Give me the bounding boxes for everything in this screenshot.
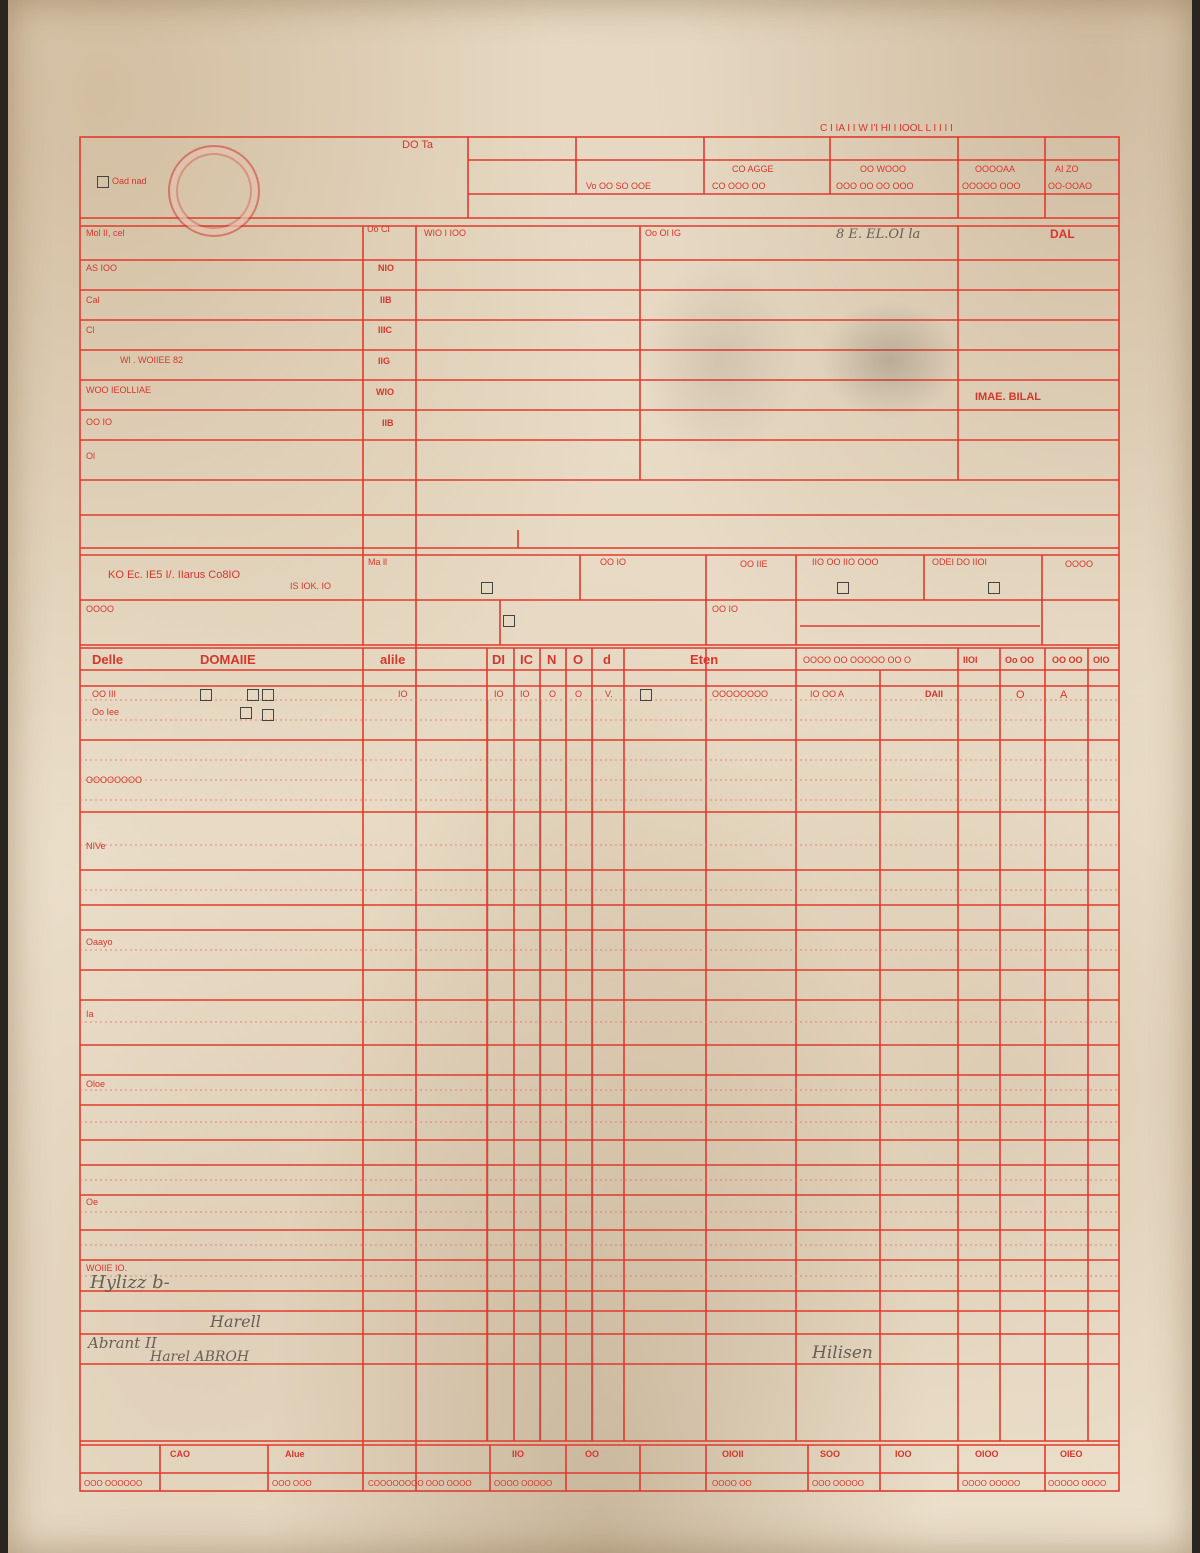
table-row-label: Ia [86, 1009, 94, 1019]
section2-checkbox[interactable] [503, 615, 515, 627]
table-row-label: NIVe [86, 841, 106, 851]
table-cell: OOOOOOOO [712, 689, 769, 699]
section1-right-note: 8 E. EL.OI la [836, 227, 921, 242]
header-col-label: AI ZO [1055, 164, 1079, 174]
table-header: N [547, 652, 557, 667]
header-row3-label: OOO OO OO OOO [836, 181, 914, 191]
section2-col-label: OO IO [600, 557, 627, 567]
table-row-label: WOIIE IO. [86, 1263, 128, 1273]
table-row-label: Oaayo [86, 937, 113, 947]
section2-left-sub: IS IOK. IO [290, 581, 332, 591]
table-cell: IO [520, 689, 530, 699]
section1-label: Cl [86, 325, 95, 335]
section1-code: IIB [382, 418, 394, 428]
header-col-label: OO WOOO [860, 164, 906, 174]
table-header: d [603, 652, 611, 667]
header-row3-label: OO-OOAO [1048, 181, 1093, 191]
section2-col-label: IIO OO IIO OOO [812, 557, 879, 567]
table-cell: O [1016, 689, 1025, 701]
footer-label: IIO [512, 1449, 525, 1459]
section1-label: Wl . WOIIEE 82 [120, 355, 184, 365]
table-header: Eten [690, 652, 719, 667]
signature: Hilisen [812, 1343, 873, 1363]
section1-label: Ol [86, 451, 95, 461]
table-cell: V. [605, 689, 613, 699]
signature: Hylizz b- [90, 1272, 170, 1293]
section1-code: WIO [376, 387, 394, 397]
section1-code: IIG [378, 356, 391, 366]
table-cell: Oo Iee [92, 707, 120, 717]
section1-label: Mol II, cel [86, 228, 125, 238]
footer-bottom-label: OOOO OOOOO [494, 1479, 553, 1488]
footer-bottom-label: OOO OOOOO [812, 1479, 865, 1488]
footer-bottom-label: OOOOO OOOO [1048, 1479, 1107, 1488]
table-header: OIO [1093, 655, 1110, 665]
table-header: IIOl [963, 655, 978, 665]
footer-label: SOO [820, 1449, 841, 1459]
table-header: Oo OO [1005, 655, 1034, 665]
section2-left: KO Ec. IE5 I/. IIarus Co8IO [108, 569, 241, 581]
section2-checkbox[interactable] [481, 582, 493, 594]
footer-bottom-label: OOOO OOOOO [962, 1479, 1021, 1488]
row-checkbox[interactable] [262, 709, 274, 721]
header-col-label: CO AGGE [732, 164, 774, 174]
table-header: IC [520, 652, 533, 667]
header-checkbox-label: Oad nad [112, 176, 147, 186]
signature: Abrant II [88, 1334, 157, 1352]
table-cell: O [575, 689, 583, 699]
section1-label: OO IO [86, 417, 113, 427]
section1-label: AS IOO [86, 263, 118, 273]
footer-label: OIOII [722, 1449, 744, 1459]
section1-code: IIB [380, 295, 392, 305]
footer-bottom-label: OOO OOO [272, 1479, 312, 1488]
header-top-right: C I IA I I W I'I HI I IOOL L I I I I [820, 123, 953, 134]
section1-label: Cal [86, 295, 100, 305]
section2-checkbox[interactable] [988, 582, 1000, 594]
row-checkbox[interactable] [200, 689, 212, 701]
table-cell: A [1060, 689, 1068, 701]
header-checkbox[interactable] [97, 176, 109, 188]
table-header: OOOO OO OOOOO OO O [803, 655, 912, 665]
footer-label: OO [585, 1449, 600, 1459]
header-col-label: OOOOAA [975, 164, 1016, 174]
table-cell: IO OO A [810, 689, 845, 699]
row-checkbox[interactable] [640, 689, 652, 701]
section1-code: Uo Cl [367, 224, 390, 234]
section2-col-label: ODEI DO IIOI [932, 557, 988, 567]
table-header: O [573, 652, 584, 667]
row-checkbox[interactable] [262, 689, 274, 701]
footer-label: IOO [895, 1449, 912, 1459]
table-cell: DAII [925, 689, 943, 699]
header-row3-label: OOOOO OOO [962, 181, 1021, 191]
table-cell: O [549, 689, 557, 699]
header-row3-label: CO OOO OO [712, 181, 766, 191]
ink-smudge [640, 260, 800, 460]
table-header: DI [492, 652, 505, 667]
seal-stamp [168, 145, 260, 237]
section1-code: NIO [378, 263, 395, 273]
table-header: alile [380, 652, 406, 667]
section2-col-label: Ma ll [368, 557, 388, 567]
section1-right-header: Oo OI IG [645, 228, 682, 238]
table-row-label: Oe [86, 1197, 99, 1207]
footer-bottom-label: OOO OOOOOO [84, 1479, 143, 1488]
section1-code: IIIC [378, 325, 393, 335]
table-header: DOMAIIE [200, 652, 256, 667]
footer-label: CAO [170, 1449, 190, 1459]
table-row-label: OOOOOOOO [86, 775, 143, 785]
section2-checkbox[interactable] [837, 582, 849, 594]
section2-small-note: OO IO [712, 604, 739, 614]
table-cell: OO III [92, 689, 117, 699]
table-cell: IO [398, 689, 408, 699]
ink-smudge [820, 300, 960, 420]
table-row-label: Oloe [86, 1079, 106, 1089]
table-header: Delle [92, 652, 124, 667]
section1-far-right-header: DAL [1050, 227, 1075, 241]
section2-col-label: OOOO [1065, 559, 1094, 569]
section1-label: WOO IEOLLIAE [86, 385, 152, 395]
signature: Harel ABROH [150, 1349, 250, 1365]
footer-bottom-label: COOOOOOOO OOO OOOO [368, 1479, 472, 1488]
section2-col-label: OOOO [86, 604, 115, 614]
header-row3-label: Vo OO SO OOE [586, 181, 652, 191]
footer-bottom-label: OOOO OO [712, 1479, 752, 1488]
row-checkbox[interactable] [247, 689, 259, 701]
table-header: OO OO [1052, 655, 1083, 665]
row-checkbox[interactable] [240, 707, 252, 719]
footer-label: OIOO [975, 1449, 999, 1459]
signature: Harell [210, 1312, 261, 1331]
section1-far-right-label: IMAE. BILAL [975, 391, 1041, 403]
footer-label: OIEO [1060, 1449, 1083, 1459]
footer-label: Alue [285, 1449, 305, 1459]
table-cell: IO [494, 689, 504, 699]
section2-col-label: OO IIE [740, 559, 768, 569]
header-box-label: DO Ta [402, 139, 433, 151]
section1-mid-header: WIO I IOO [424, 228, 466, 238]
